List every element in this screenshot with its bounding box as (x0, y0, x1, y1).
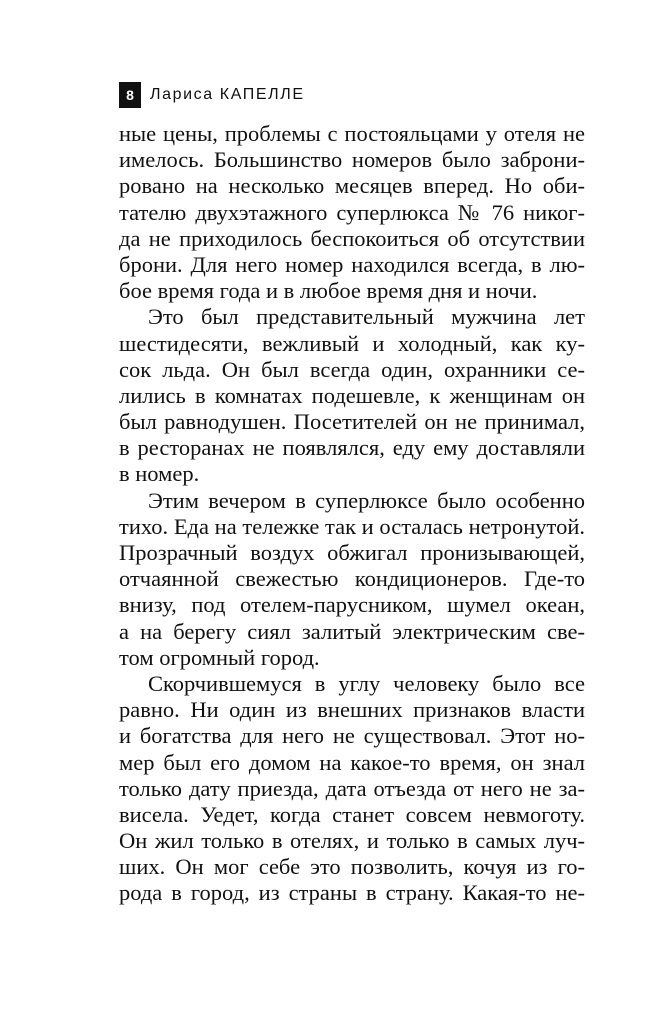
text-line: брони. Для него номер находился всегда, в лю- (119, 251, 585, 277)
text-line: ные цены, проблемы с постояльцами у отеля не (119, 121, 585, 146)
text-line: и богатства для него не существовал. Этот но- (119, 723, 585, 749)
text-line: висела. Уедет, когда станет совсем невмоготу. (119, 801, 585, 827)
running-head (119, 82, 305, 108)
text-line: отчаянной свежестью кондиционеров. Где-то (119, 566, 585, 592)
text-line: Он жил только в отелях, и только в самых луч- (119, 828, 585, 854)
text-line: лились в комнатах подешевле, к женщинам он (119, 382, 585, 408)
text-line: Прозрачный воздух обжигал пронизывающей, (119, 540, 585, 565)
text-line: равно. Ни один из внешних признаков власти (119, 697, 585, 723)
text-line: сок льда. Он был всегда один, охранники се- (119, 356, 585, 382)
text-line: Этим вечером в суперлюксе было особенно (148, 487, 585, 513)
body-text (119, 121, 585, 907)
text-line: в номер. (119, 461, 200, 487)
text-line: мер был его домом на какое-то время, он знал (119, 749, 585, 775)
text-line: Это был представительный мужчина лет (148, 304, 585, 330)
text-line: тихо. Еда на тележке так и осталась нетронутой. (119, 513, 585, 539)
paragraph-4 (119, 671, 585, 907)
paragraph-3 (119, 488, 585, 671)
text-line: в ресторанах не появлялся, еду ему доставляли (119, 435, 585, 461)
text-line: только дату приезда, дата отъезда от него не за- (119, 775, 585, 801)
text-line: рода в город, из страны в страну. Какая-то не- (119, 880, 585, 906)
text-line: да не приходилось беспокоиться об отсутствии (119, 225, 585, 251)
text-line: шестидесяти, вежливый и холодный, как ку- (119, 330, 585, 356)
text-line: внизу, под отелем-парусником, шумел океан, (119, 592, 585, 618)
text-line: тателю двухэтажного суперлюкса № 76 никог- (119, 199, 585, 225)
text-line: имелось. Большинство номеров было заброни- (119, 147, 585, 173)
paragraph-2 (119, 304, 585, 487)
text-line: а на берегу сиял залитый электрическим све- (119, 618, 585, 644)
text-line: ровано на несколько месяцев вперед. Но оби- (119, 173, 585, 199)
author-name: Лариса КАПЕЛЛЕ (150, 86, 305, 103)
page-number: 8 (119, 82, 141, 108)
paragraph-1 (119, 121, 585, 304)
text-line: ших. Он мог себе это позволить, кочуя из го- (119, 854, 585, 880)
text-line: был равнодушен. Посетителей он не принимал, (119, 409, 585, 435)
text-line: бое время года и в любое время дня и ночи. (119, 278, 538, 304)
text-line: Скорчившемуся в углу человеку было все (148, 670, 585, 696)
text-line: том огромный город. (119, 644, 320, 670)
